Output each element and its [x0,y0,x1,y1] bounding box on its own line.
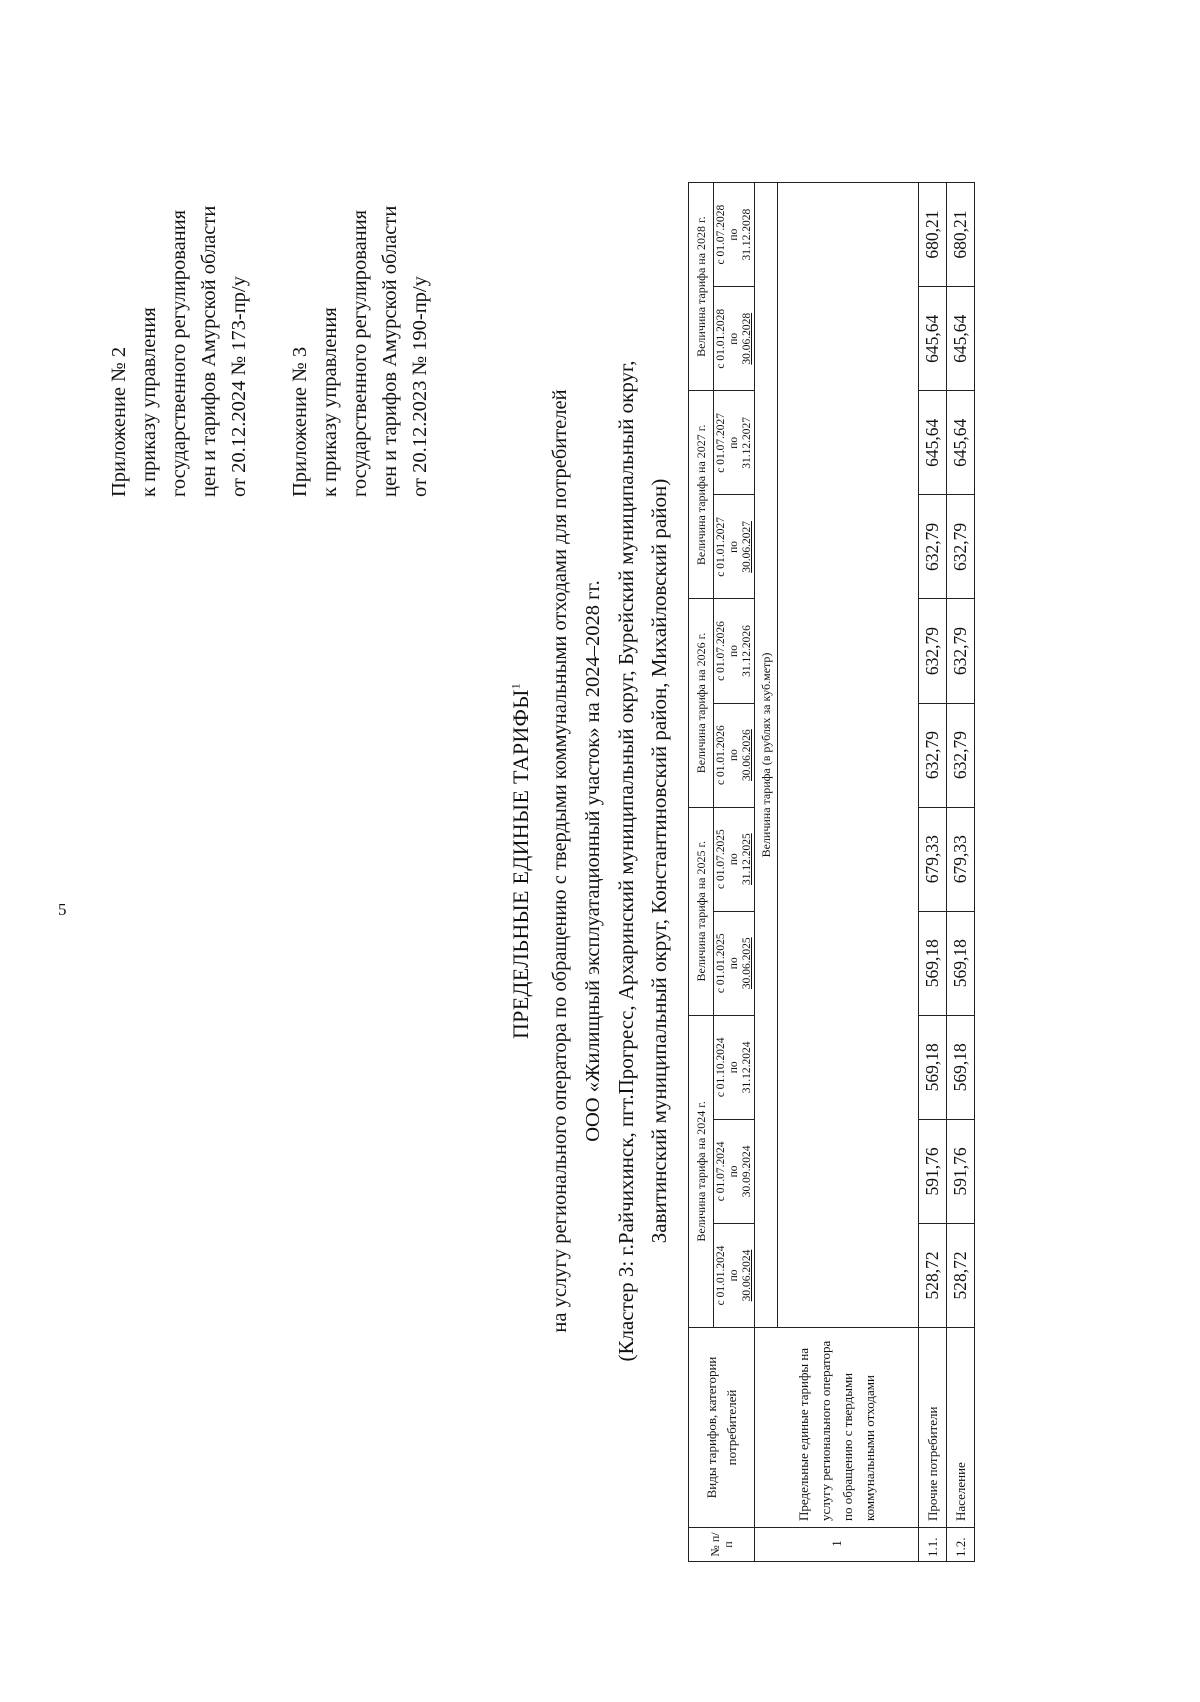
header-period: с 01.01.2026 по 30.06.2026 [714,703,755,807]
page-number: 5 [58,900,67,919]
appendix-line: от 20.12.2024 № 173-пр/у [228,276,250,497]
value-cell: 645,64 [947,287,975,391]
header-period: с 01.10.2024 по 31.12.2024 [714,1015,755,1119]
header-year-2028: Величина тарифа на 2028 г. [689,183,714,391]
row-num: 1.1. [919,1528,947,1562]
title-text: ПРЕДЕЛЬНЫЕ ЕДИНЫЕ ТАРИФЫ [508,689,533,1040]
title-footnote-mark: 1 [508,682,523,690]
value-cell: 591,76 [919,1119,947,1223]
header-period: с 01.07.2026 по 31.12.2026 [714,599,755,703]
value-cell: 679,33 [919,807,947,911]
value-cell: 569,18 [947,1015,975,1119]
appendix-3-block [285,0,435,497]
header-period: с 01.07.2027 по 31.12.2027 [714,391,755,495]
appendix-line: к приказу управления [319,307,341,497]
header-period: с 01.01.2027 по 30.06.2027 [714,495,755,599]
rotated-page-content [60,60,1160,1662]
header-period: с 01.01.2028 по 30.06.2028 [714,287,755,391]
section-num: 1 [755,1528,919,1562]
row-label: Население [947,1328,975,1528]
value-cell: 591,76 [947,1119,975,1223]
appendix-line: к приказу управления [138,307,160,497]
table-header-row-years [689,183,714,1562]
subtitle-line: на услугу регионального оператора по обращению с твердыми коммунальными отходами для потребителей [549,389,571,1333]
row-label: Прочие потребители [919,1328,947,1528]
header-year-2025: Величина тарифа на 2025 г. [689,807,714,1015]
value-cell: 645,64 [919,287,947,391]
appendix-line: Приложение № 3 [289,346,311,497]
header-period: с 01.07.2024 по 30.09.2024 [714,1119,755,1223]
subtitle-line: Завитинский муниципальный округ, Константиновский район, Михайловский район) [647,478,671,1244]
table-row [947,183,975,1562]
header-year-2026: Величина тарифа на 2026 г. [689,599,714,807]
value-cell: 528,72 [947,1223,975,1327]
header-period: с 01.07.2028 по 31.12.2028 [714,183,755,287]
value-cell: 680,21 [947,183,975,287]
value-cell: 680,21 [919,183,947,287]
header-period: с 01.01.2024 по 30.06.2024 [714,1223,755,1327]
value-cell: 632,79 [947,495,975,599]
appendix-line: государственного регулирования [168,209,190,497]
header-period: с 01.07.2025 по 31.12.2025 [714,807,755,911]
header-num: № п/п [689,1528,755,1562]
row-num: 1.2. [947,1528,975,1562]
header-year-2024: Величина тарифа на 2024 г. [689,1015,714,1327]
value-cell: 645,64 [947,391,975,495]
appendix-line: цен и тарифов Амурской области [198,205,220,497]
appendix-line: цен и тарифов Амурской области [379,205,401,497]
appendix-2-block [104,0,254,497]
value-cell: 632,79 [947,703,975,807]
section-description: Предельные единые тарифы на услугу регионального оператора по обращению с твердыми коммунальными отходами [755,1328,919,1528]
value-cell: 645,64 [919,391,947,495]
table-row [919,183,947,1562]
value-cell: 569,18 [919,911,947,1015]
document-subtitle [544,60,676,1662]
header-tariff-type: Виды тарифов, категории потребителей [689,1328,755,1528]
value-cell: 632,79 [947,599,975,703]
value-cell: 632,79 [919,599,947,703]
header-year-2027: Величина тарифа на 2027 г. [689,391,714,599]
appendix-line: государственного регулирования [349,209,371,497]
value-cell: 632,79 [919,703,947,807]
blank-cell [778,183,919,1328]
appendix-line: Приложение № 2 [108,346,130,497]
value-cell: 569,18 [947,911,975,1015]
section-row-unit [755,183,778,1562]
subtitle-line: ООО «Жилищный эксплуатационный участок» на 2024–2028 гг. [582,580,604,1142]
value-cell: 632,79 [919,495,947,599]
appendix-line: от 20.12.2023 № 190-пр/у [409,276,431,497]
value-cell: 679,33 [947,807,975,911]
subtitle-line: (Кластер 3: г.Райчихинск, пгт.Прогресс, Архаринский муниципальный округ, Бурейский муниципальный округ, [614,360,638,1362]
value-cell: 528,72 [919,1223,947,1327]
tariff-table [688,182,975,1562]
unit-label: Величина тарифа (в рублях за куб.метр) [755,183,778,1328]
header-period: с 01.01.2025 по 30.06.2025 [714,911,755,1015]
document-title [508,60,534,1662]
value-cell: 569,18 [919,1015,947,1119]
